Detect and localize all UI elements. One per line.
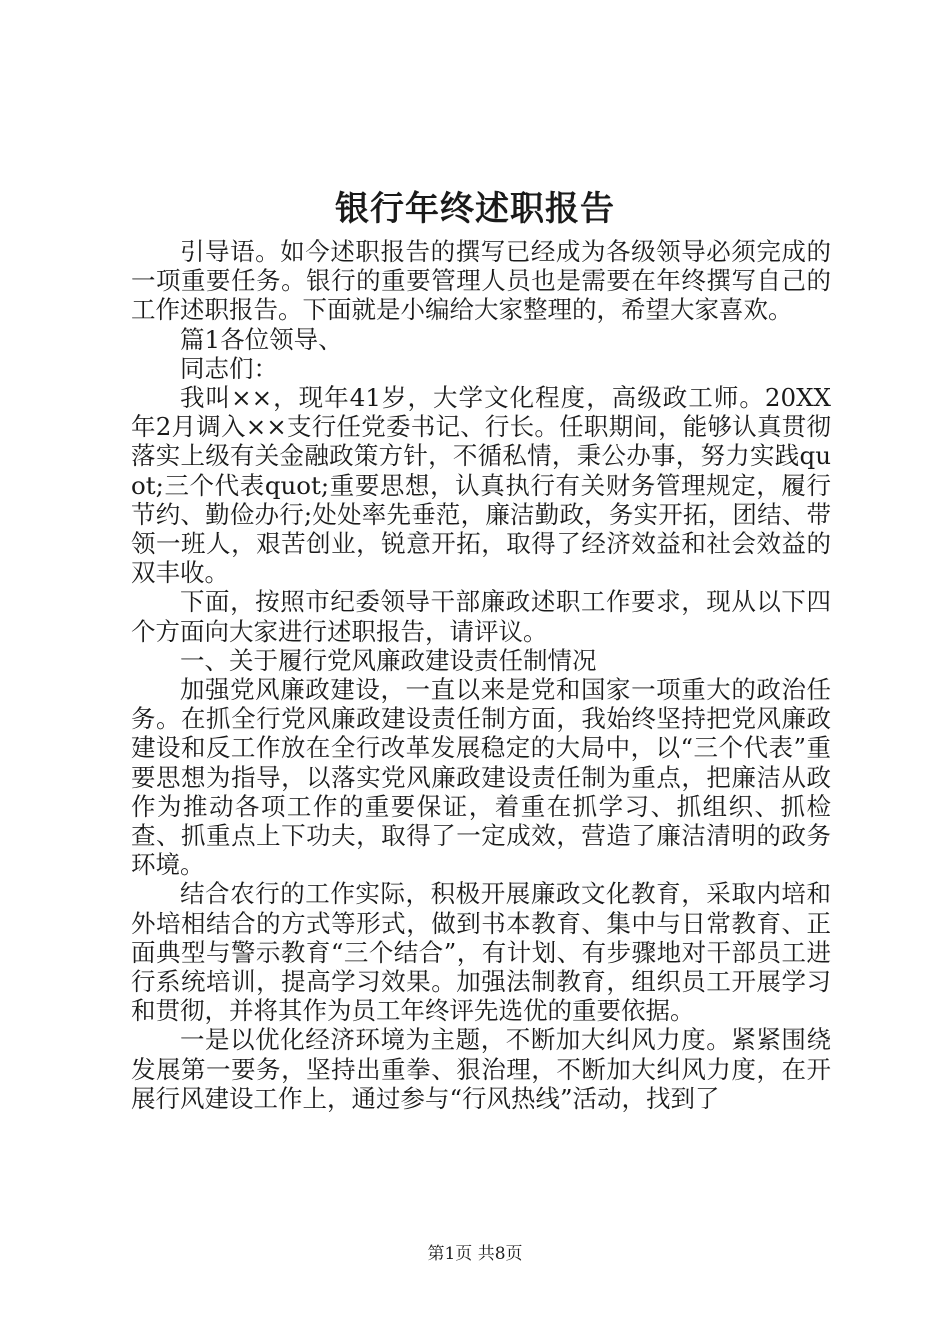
paragraph-intro: 引导语。如今述职报告的撰写已经成为各级领导必须完成的一项重要任务。银行的重要管理人员也是需要在年终撰写自己的工作述职报告。下面就是小编给大家整理的，希望大家喜欢。 (131, 237, 831, 325)
paragraph-salutation-2: 同志们： (180, 353, 278, 383)
paragraph-economic-environment: 一是以优化经济环境为主题，不断加大纠风力度。紧紧围绕发展第一要务，坚持出重拳、狠治理，不断加大纠风力度，在开展行风建设工作上，通过参与“行风热线”活动，找到了 (131, 1025, 831, 1113)
paragraph-party-conduct: 加强党风廉政建设，一直以来是党和国家一项重大的政治任务。在抓全行党风廉政建设责任制方面，我始终坚持把党风廉政建设和反工作放在全行改革发展稳定的大局中，以“三个代表”重要思想为指导，以落实党风廉政建设责任制为重点，把廉洁从政作为推动各项工作的重要保证，着重在抓学习、抓组织、抓检查、抓重点上下功夫，取得了一定成效，营造了廉洁清明的政务环境。 (131, 675, 831, 880)
paragraph-education: 结合农行的工作实际，积极开展廉政文化教育，采取内培和外培相结合的方式等形式，做到书本教育、集中与日常教育、正面典型与警示教育“三个结合”，有计划、有步骤地对干部员工进行系统培训，提高学习效果。加强法制教育，组织员工开展学习和贯彻，并将其作为员工年终评先选优的重要依据。 (131, 879, 831, 1026)
paragraph-salutation-1: 篇1各位领导、 (180, 324, 343, 354)
page-footer: 第1页 共8页 (427, 1244, 523, 1264)
document-title: 银行年终述职报告 (335, 189, 615, 229)
document-body (131, 237, 831, 1113)
section-heading-1: 一、关于履行党风廉政建设责任制情况 (180, 645, 597, 675)
paragraph-overview: 下面，按照市纪委领导干部廉政述职工作要求，现从以下四个方面向大家进行述职报告，请评议。 (131, 587, 831, 646)
paragraph-self-introduction: 我叫××，现年41岁，大学文化程度，高级政工师。20XX年2月调入××支行任党委书记、行长。任职期间，能够认真贯彻落实上级有关金融政策方针，不循私情，秉公办事，努力实践quot;三个代表quot;重要思想，认真执行有关财务管理规定，履行节约、勤俭办行;处处率先垂范，廉洁勤政，务实开拓，团结、带领一班人，艰苦创业，锐意开拓，取得了经济效益和社会效益的双丰收。 (131, 383, 831, 588)
